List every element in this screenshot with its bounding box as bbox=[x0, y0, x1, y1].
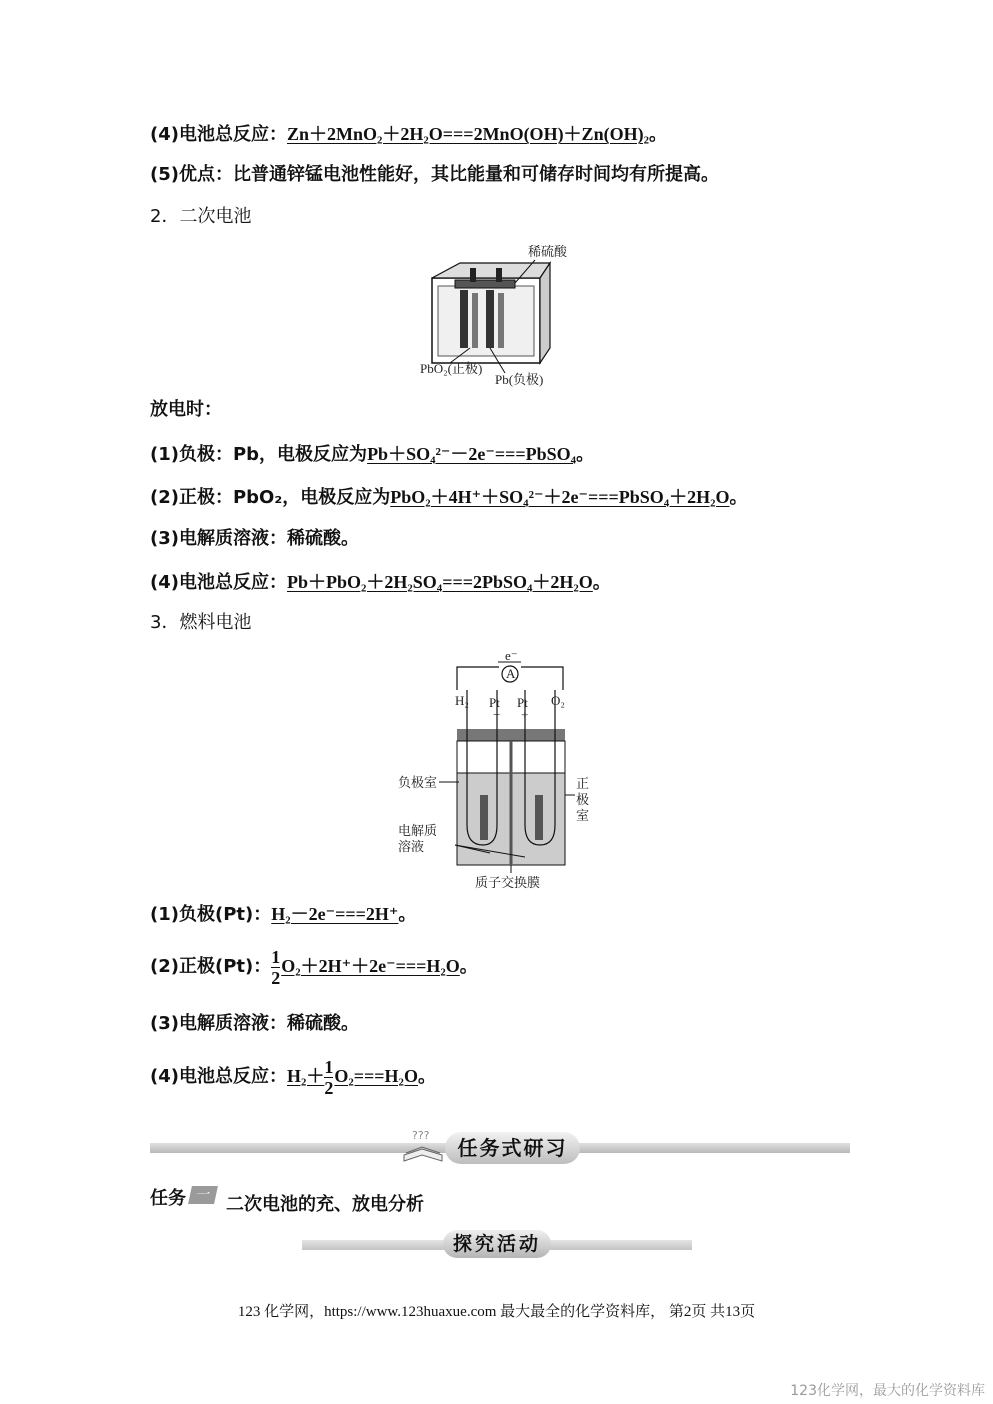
fc-neg-label: (1)负极(Pt)： bbox=[150, 904, 272, 925]
fraction-half bbox=[271, 947, 280, 988]
fc-electrolyte bbox=[150, 1012, 359, 1036]
label-h2: H₂ bbox=[455, 693, 469, 708]
period: 。 bbox=[648, 124, 667, 145]
label-electrolyte-1: 电解质 bbox=[398, 823, 438, 838]
fraction-den-2: 2 bbox=[324, 1077, 334, 1098]
task-number-badge: 一 bbox=[188, 1186, 218, 1204]
section-2-title: 2．二次电池 bbox=[150, 206, 252, 227]
label-electrolyte-2: 溶液 bbox=[398, 839, 425, 854]
fc-total bbox=[150, 1056, 436, 1098]
plate-4 bbox=[498, 293, 504, 348]
fraction-den: 2 bbox=[271, 967, 281, 988]
pb-total-label: (4)电池总反应： bbox=[150, 572, 287, 593]
activity-title: 探究活动 bbox=[443, 1230, 551, 1258]
period: 。 bbox=[398, 904, 417, 925]
plate-1 bbox=[460, 290, 468, 348]
plate-3 bbox=[486, 290, 494, 348]
pb-elec-label: (3)电解质溶液： bbox=[150, 528, 287, 549]
zn-total-equation: Zn＋2MnO₂＋2H₂O===2MnO(OH)＋Zn(OH)₂ bbox=[286, 124, 649, 144]
period: 。 bbox=[729, 487, 748, 508]
label-plus: + bbox=[521, 707, 529, 722]
fc-positive bbox=[150, 946, 478, 988]
label-pt-right: Pt bbox=[517, 695, 528, 710]
label-minus: − bbox=[493, 707, 501, 722]
label-pbo2: PbO₂(正极) bbox=[420, 361, 483, 376]
top-bar bbox=[455, 280, 515, 288]
label-ammeter: A bbox=[506, 666, 516, 681]
pb-negative bbox=[150, 442, 594, 467]
terminal-1 bbox=[470, 268, 476, 282]
fuel-cell-diagram bbox=[395, 645, 605, 890]
fc-elec-label: (3)电解质溶液： bbox=[150, 1013, 287, 1034]
zn-adv-text: 比普通锌锰电池性能好，其比能量和可储存时间均有所提高。 bbox=[232, 164, 719, 185]
pb-electrolyte bbox=[150, 527, 359, 551]
discharge-label: 放电时： bbox=[150, 399, 222, 420]
fraction-num: 1 bbox=[271, 946, 281, 967]
label-pt-left: Pt bbox=[489, 695, 500, 710]
electrode-right bbox=[535, 795, 543, 840]
electrode-left bbox=[480, 795, 488, 840]
label-o2: O₂ bbox=[551, 693, 565, 708]
fc-negative bbox=[150, 902, 416, 927]
label-neg-room: 负极室 bbox=[398, 775, 438, 790]
fc-pos-equation: O₂＋2H⁺＋2e⁻===H₂O bbox=[281, 956, 460, 976]
label-membrane: 质子交换膜 bbox=[475, 875, 541, 890]
period: 。 bbox=[459, 956, 478, 977]
pb-positive bbox=[150, 485, 748, 510]
box-side bbox=[540, 263, 550, 363]
lead-acid-battery-diagram bbox=[410, 238, 600, 388]
lid-dark bbox=[457, 729, 565, 741]
section-3-title: 3．燃料电池 bbox=[150, 612, 252, 633]
fraction-half-2 bbox=[324, 1057, 333, 1098]
pb-neg-label: (1)负极：Pb，电极反应为 bbox=[150, 444, 368, 465]
page-footer: 123 化学网，https://www.123huaxue.com 最大最全的化学资料库， 第2页 共13页 bbox=[237, 1304, 756, 1320]
wire-right bbox=[521, 667, 563, 690]
fc-total-label: (4)电池总反应： bbox=[150, 1066, 287, 1087]
zn-adv-label: (5)优点： bbox=[150, 164, 233, 185]
zn-total-reaction bbox=[150, 122, 667, 147]
pb-neg-equation: Pb＋SO₄²⁻－2e⁻===PbSO₄ bbox=[367, 444, 577, 464]
label-acid: 稀硫酸 bbox=[528, 244, 568, 259]
period: 。 bbox=[592, 572, 611, 593]
book-icon bbox=[400, 1125, 446, 1163]
label-electron: e⁻ bbox=[505, 648, 518, 663]
pb-pos-label: (2)正极：PbO₂，电极反应为 bbox=[150, 487, 391, 508]
fc-neg-equation: H₂－2e⁻===2H⁺ bbox=[271, 904, 399, 924]
pb-elec-text: 稀硫酸。 bbox=[286, 528, 359, 549]
period: 。 bbox=[417, 1066, 436, 1087]
pb-pos-equation: PbO₂＋4H⁺＋SO₄²⁻＋2e⁻===PbSO₄＋2H₂O bbox=[390, 487, 730, 507]
task-title: 二次电池的充、放电分析 bbox=[226, 1194, 424, 1215]
fc-total-eq-b: O₂===H₂O bbox=[334, 1066, 418, 1086]
box-top bbox=[432, 263, 550, 278]
section-band-title: 任务式研习 bbox=[445, 1132, 580, 1164]
task-tag: 任务 bbox=[150, 1188, 186, 1209]
period: 。 bbox=[576, 444, 595, 465]
label-pos-room-2: 极 bbox=[576, 792, 590, 807]
label-pos-room-3: 室 bbox=[576, 808, 590, 823]
label-pb: Pb(负极) bbox=[495, 372, 544, 387]
svg-text:???: ??? bbox=[412, 1129, 430, 1142]
pb-total-equation: Pb＋PbO₂＋2H₂SO₄===2PbSO₄＋2H₂O bbox=[286, 572, 593, 592]
fc-elec-text: 稀硫酸。 bbox=[286, 1013, 359, 1034]
wire-left bbox=[457, 667, 499, 690]
label-pos-room-1: 正 bbox=[576, 776, 590, 791]
zn-advantage bbox=[150, 163, 719, 187]
fc-total-eq-a: H₂＋ bbox=[286, 1066, 325, 1086]
fc-pos-label: (2)正极(Pt)： bbox=[150, 956, 272, 977]
zn-total-label: (4)电池总反应： bbox=[150, 124, 287, 145]
plate-2 bbox=[472, 293, 478, 348]
terminal-2 bbox=[496, 268, 502, 282]
watermark: 123化学网，最大的化学资料库 bbox=[790, 1383, 985, 1399]
fraction-num-2: 1 bbox=[324, 1056, 334, 1077]
pb-total bbox=[150, 570, 611, 595]
